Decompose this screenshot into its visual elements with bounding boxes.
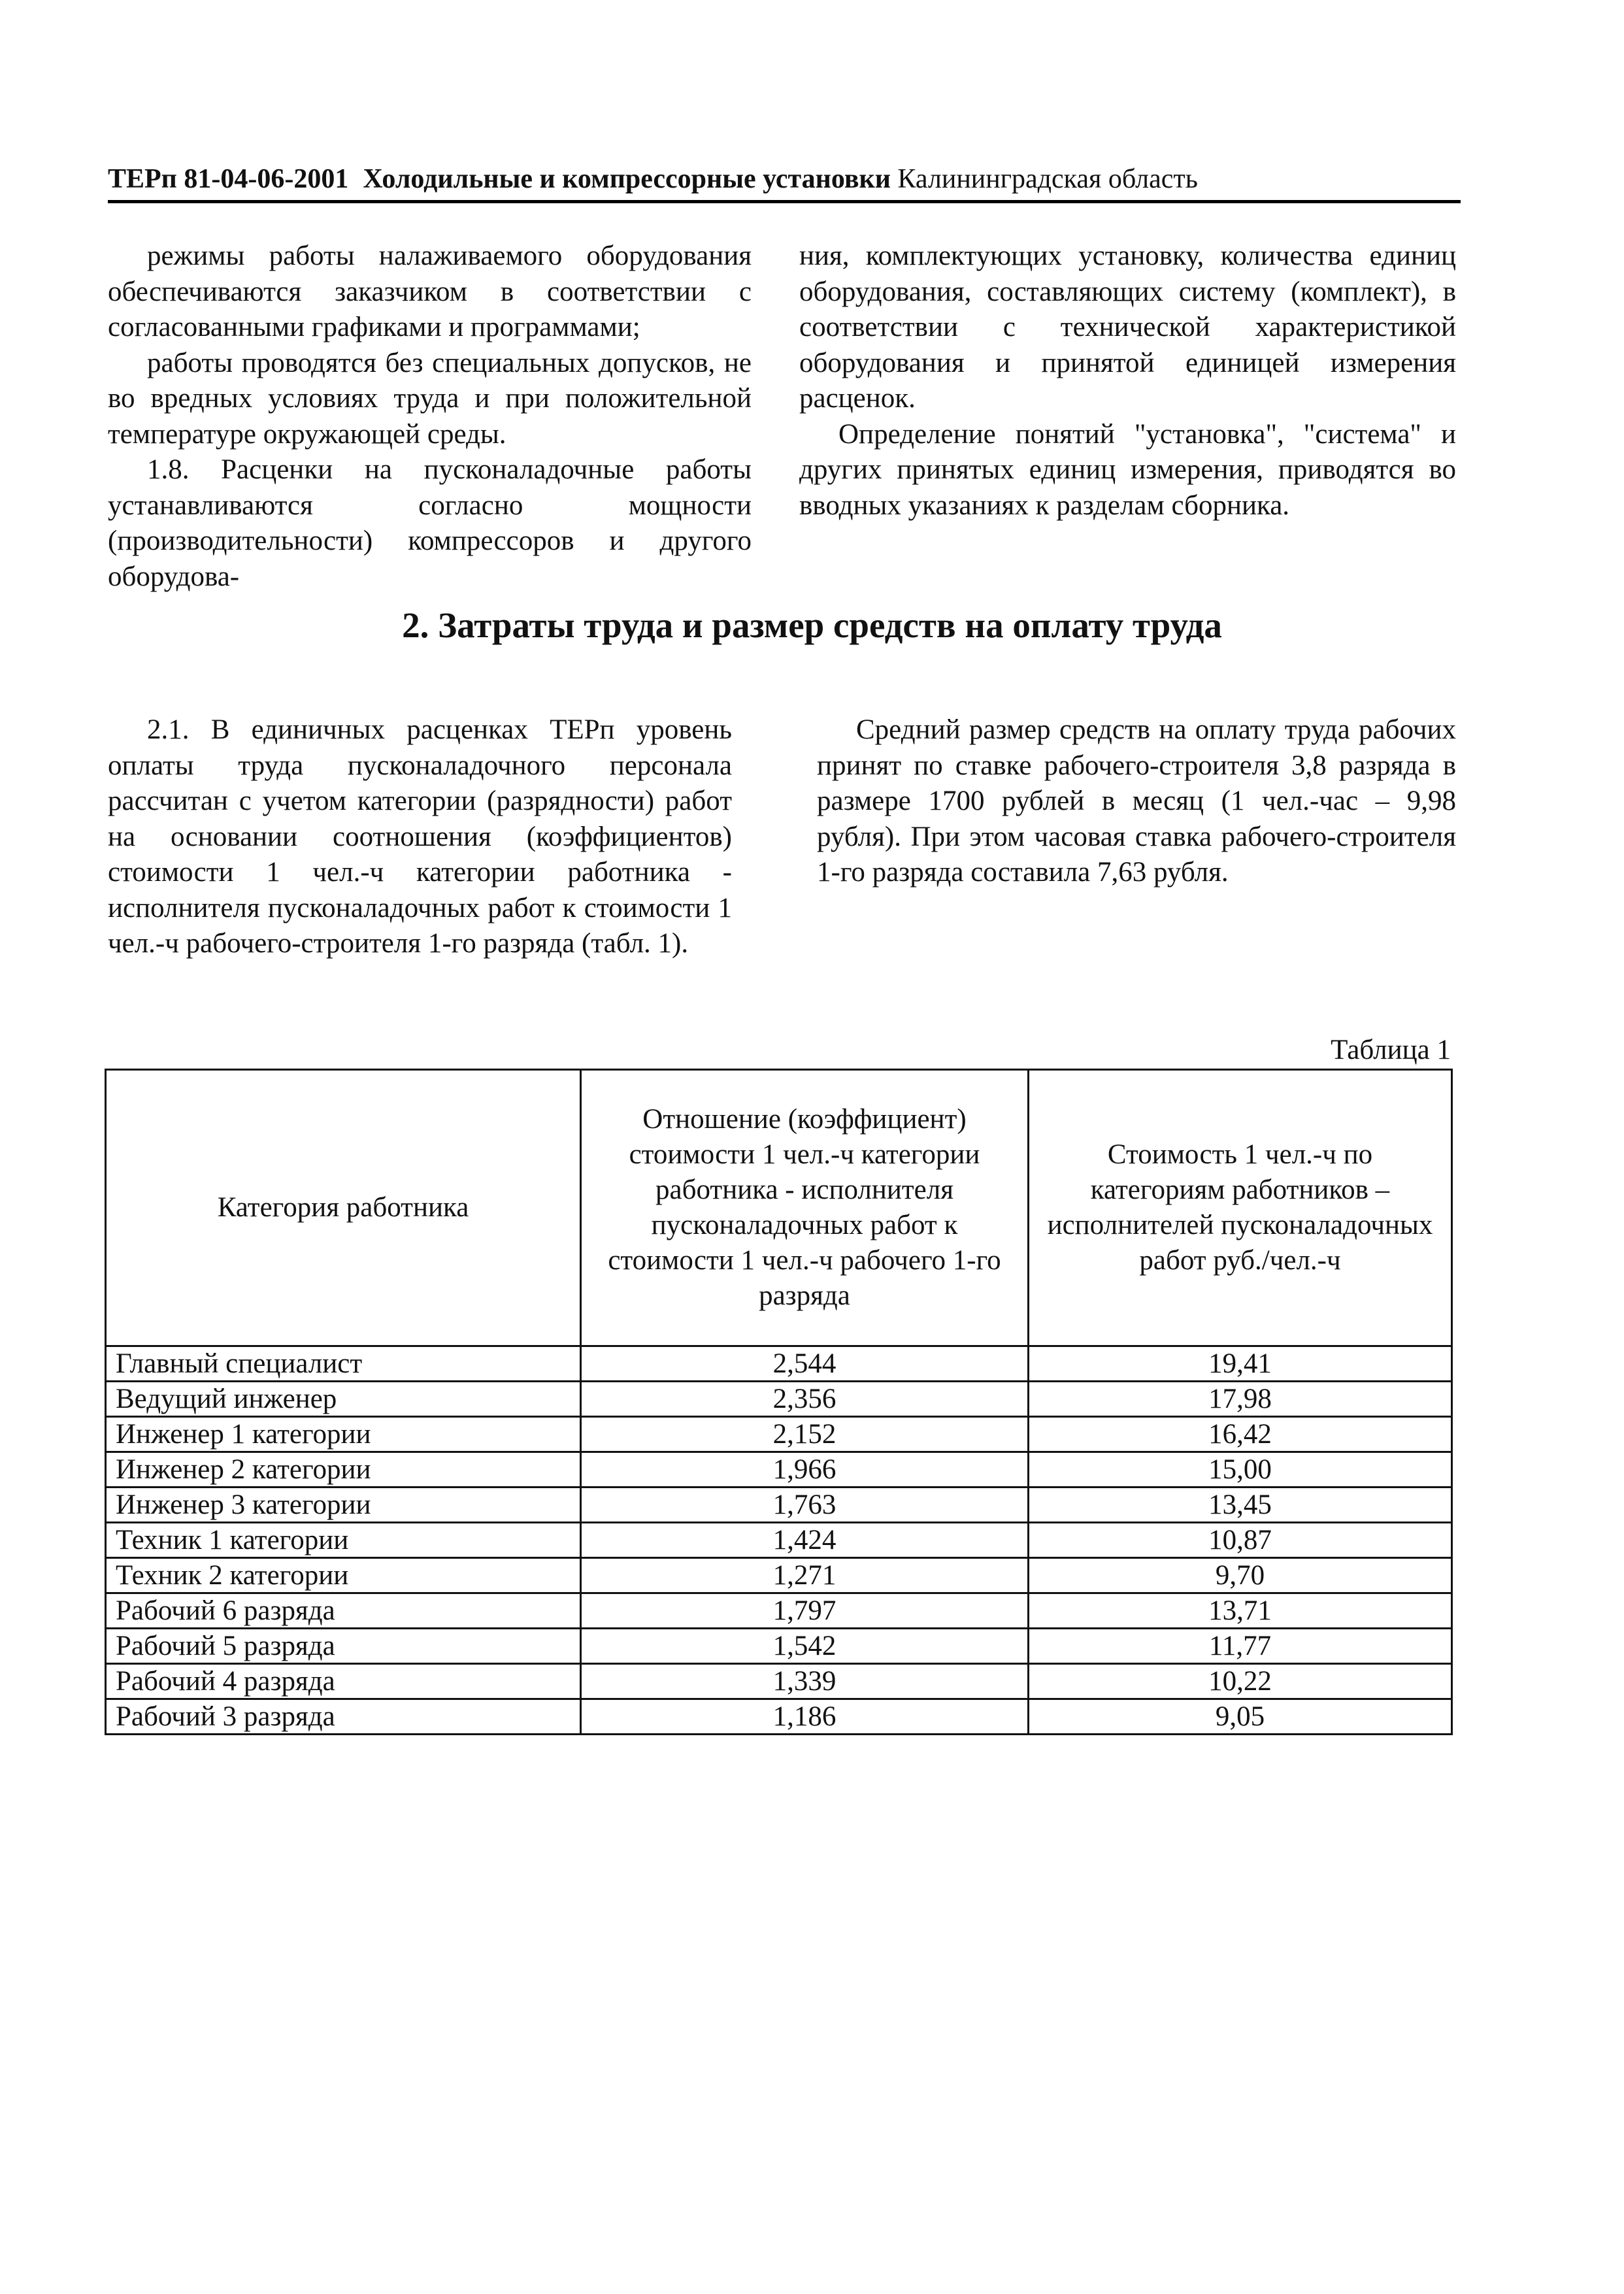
page-header <box>108 163 1461 203</box>
table-row <box>106 1629 1452 1664</box>
cell-category: Рабочий 3 разряда <box>106 1699 581 1735</box>
cell-coefficient: 2,544 <box>581 1346 1029 1382</box>
cell-coefficient: 1,763 <box>581 1488 1029 1523</box>
cell-cost: 9,05 <box>1029 1699 1452 1735</box>
cell-cost: 11,77 <box>1029 1629 1452 1664</box>
cell-cost: 15,00 <box>1029 1452 1452 1488</box>
table-row <box>106 1699 1452 1735</box>
cell-cost: 10,87 <box>1029 1523 1452 1558</box>
section-left-paragraph: 2.1. В единичных расценках ТЕРп уровень оплаты труда пусконаладочного персонала рассчитан с учетом категории (разрядности) работ на основании соотношения (коэффициентов) стоимости 1 чел.-ч категории работника - исполнителя пусконаладочных работ к стоимости 1 чел.-ч рабочего-строителя 1-го разряда (табл. 1). <box>108 714 732 959</box>
cell-category: Инженер 2 категории <box>106 1452 581 1488</box>
section-title: 2. Затраты труда и размер средств на оплату труда <box>402 605 1222 645</box>
cell-cost: 16,42 <box>1029 1417 1452 1452</box>
table-row <box>106 1593 1452 1629</box>
table-row <box>106 1346 1452 1382</box>
table-row <box>106 1382 1452 1417</box>
intro-right-paragraph-2: Определение понятий "установка", "система" и других принятых единиц измерения, приводятся во вводных указаниях к разделам сборника. <box>799 418 1456 521</box>
table-header-row <box>106 1070 1452 1346</box>
table-row <box>106 1417 1452 1452</box>
document-region: Калининградская область <box>897 164 1198 194</box>
cell-cost: 13,45 <box>1029 1488 1452 1523</box>
table-row <box>106 1558 1452 1593</box>
section-right-paragraph: Средний размер средств на оплату труда рабочих принят по ставке рабочего-строителя 3,8 разряда в размере 1700 рублей в месяц (1 чел.-час – 9,98 рубля). При этом часовая ставка рабочего-строителя 1-го разряда составила 7,63 рубля. <box>817 714 1456 888</box>
cell-cost: 19,41 <box>1029 1346 1452 1382</box>
header-coefficient: Отношение (коэффициент) стоимости 1 чел.-ч категории работника - исполнителя пусконаладочных работ к стоимости 1 чел.-ч рабочего 1-го разряда <box>581 1070 1029 1346</box>
table-row <box>106 1488 1452 1523</box>
cell-cost: 17,98 <box>1029 1382 1452 1417</box>
cell-category: Техник 1 категории <box>106 1523 581 1558</box>
intro-left-column <box>108 239 752 595</box>
cell-coefficient: 1,797 <box>581 1593 1029 1629</box>
intro-left-paragraph-3: 1.8. Расценки на пусконаладочные работы устанавливаются согласно мощности (производительности) компрессоров и другого оборудова- <box>108 454 752 592</box>
cell-coefficient: 1,271 <box>581 1558 1029 1593</box>
table-row <box>106 1452 1452 1488</box>
cell-coefficient: 2,356 <box>581 1382 1029 1417</box>
section-left-column <box>108 712 732 962</box>
document-title: Холодильные и компрессорные установки <box>363 164 891 194</box>
table-caption: Таблица 1 <box>1331 1035 1451 1065</box>
intro-right-column <box>799 239 1456 524</box>
cell-coefficient: 1,186 <box>581 1699 1029 1735</box>
intro-left-paragraph-2: работы проводятся без специальных допусков, не во вредных условиях труда и при положительной температуре окружающей среды. <box>108 347 752 450</box>
section-right-column <box>817 712 1456 891</box>
rates-table <box>105 1069 1453 1735</box>
cell-category: Инженер 1 категории <box>106 1417 581 1452</box>
cell-coefficient: 1,424 <box>581 1523 1029 1558</box>
cell-category: Рабочий 5 разряда <box>106 1629 581 1664</box>
cell-cost: 10,22 <box>1029 1664 1452 1699</box>
cell-coefficient: 1,542 <box>581 1629 1029 1664</box>
cell-coefficient: 2,152 <box>581 1417 1029 1452</box>
cell-category: Инженер 3 категории <box>106 1488 581 1523</box>
cell-category: Техник 2 категории <box>106 1558 581 1593</box>
cell-category: Рабочий 6 разряда <box>106 1593 581 1629</box>
cell-category: Ведущий инженер <box>106 1382 581 1417</box>
cell-cost: 9,70 <box>1029 1558 1452 1593</box>
header-category: Категория работника <box>106 1070 581 1346</box>
cell-category: Главный специалист <box>106 1346 581 1382</box>
cell-category: Рабочий 4 разряда <box>106 1664 581 1699</box>
document-code: ТЕРп 81-04-06-2001 <box>108 164 349 194</box>
cell-coefficient: 1,339 <box>581 1664 1029 1699</box>
intro-right-paragraph-1: ния, комплектующих установку, количества единиц оборудования, составляющих систему (комплект), в соответствии с технической характеристикой оборудования и принятой единицей измерения расценок. <box>799 241 1456 414</box>
cell-cost: 13,71 <box>1029 1593 1452 1629</box>
header-cost: Стоимость 1 чел.-ч по категориям работников – исполнителей пусконаладочных работ руб./чел.-ч <box>1029 1070 1452 1346</box>
table-row <box>106 1523 1452 1558</box>
cell-coefficient: 1,966 <box>581 1452 1029 1488</box>
intro-left-paragraph-1: режимы работы налаживаемого оборудования обеспечиваются заказчиком в соответствии с согласованными графиками и программами; <box>108 241 752 342</box>
table-row <box>106 1664 1452 1699</box>
